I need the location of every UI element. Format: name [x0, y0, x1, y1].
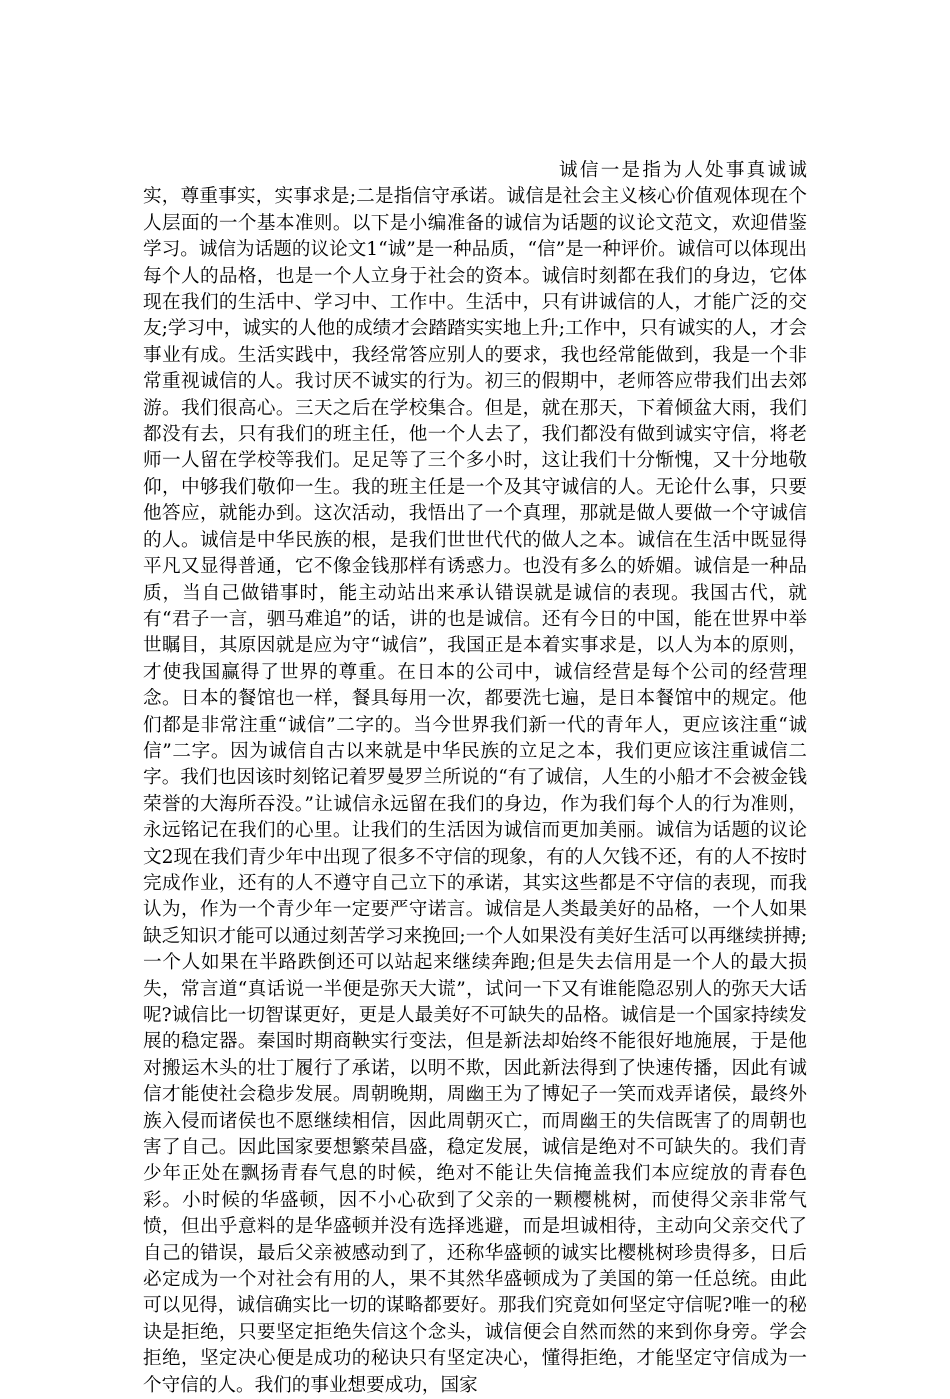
- essay-body-text: 诚信一是指为人处事真诚诚实，尊重事实，实事求是;二是指信守承诺。诚信是社会主义核心价值观体现在个人层面的一个基本准则。以下是小编准备的诚信为话题的议论文范文，欢迎借鉴学习。诚信为话题的议论文1“诚”是一种品质，“信”是一种评价。诚信可以体现出每个人的品格，也是一个人立身于社会的资本。诚信时刻都在我们的身边，它体现在我们的生活中、学习中、工作中。生活中，只有讲诚信的人，才能广泛的交友;学习中，诚实的人他的成绩才会踏踏实实地上升;工作中，只有诚实的人，才会事业有成。生活实践中，我经常答应别人的要求，我也经常能做到，我是一个非常重视诚信的人。我讨厌不诚实的行为。初三的假期中，老师答应带我们出去郊游。我们很高心。三天之后在学校集合。但是，就在那天，下着倾盆大雨，我们都没有去，只有我们的班主任，他一个人去了，我们都没有做到诚实守信，将老师一人留在学校等我们。足足等了三个多小时，这让我们十分惭愧，又十分地敬仰，中够我们敬仰一生。我的班主任是一个及其守诚信的人。无论什么事，只要他答应，就能办到。这次活动，我悟出了一个真理，那就是做人要做一个守诚信的人。诚信是中华民族的根，是我们世世代代的做人之本。诚信在生活中既显得平凡又显得普通，它不像金钱那样有诱惑力。也没有多么的娇媚。诚信是一种品质，当自己做错事时，能主动站出来承认错误就是诚信的表现。我国古代，就有“君子一言，驷马难追”的话，讲的也是诚信。还有今日的中国，能在世界中举世瞩目，其原因就是应为守“诚信”，我国正是本着实事求是，以人为本的原则，才使我国赢得了世界的尊重。在日本的公司中，诚信经营是每个公司的经营理念。日本的餐馆也一样，餐具每用一次，都要洗七遍，是日本餐馆中的规定。他们都是非常注重“诚信”二字的。当今世界我们新一代的青年人，更应该注重“诚信”二字。因为诚信自古以来就是中华民族的立足之本，我们更应该注重诚信二字。我们也因该时刻铭记着罗曼罗兰所说的“有了诚信，人生的小船才不会被金钱荣誉的大海所吞没。”让诚信永远留在我们的身边，作为我们每个人的行为准则，永远铭记在我们的心里。让我们的生活因为诚信而更加美丽。诚信为话题的议论文2现在我们青少年中出现了很多不守信的现象，有的人欠钱不还，有的人不按时完成作业，还有的人不遵守自己立下的承诺，其实这些都是不守信的表现，而我认为，作为一个青少年一定要严守诺言。诚信是人类最美好的品格，一个人如果缺乏知识才能可以通过刻苦学习来挽回;一个人如果没有美好生活可以再继续拼搏;一个人如果在半路跌倒还可以站起来继续奔跑;但是失去信用是一个人的最大损失，常言道“真话说一半便是弥天大谎”，试问一下又有谁能隐忍别人的弥天大话呢?诚信比一切智谋更好，更是人最美好不可缺失的品格。诚信是一个国家持续发展的稳定器。秦国时期商鞅实行变法，但是新法却始终不能很好地施展，于是他对搬运木头的壮丁履行了承诺，以明不欺，因此新法得到了快速传播，因此有诚信才能使社会稳步发展。周朝晚期，周幽王为了博妃子一笑而戏弄诸侯，最终外族入侵而诸侯也不愿继续相信，因此周朝灭亡，而周幽王的失信既害了的周朝也害了自己。因此国家要想繁荣昌盛，稳定发展，诚信是绝对不可缺失的。我们青少年正处在飘扬青春气息的时候，绝对不能让失信掩盖我们本应绽放的青春色彩。小时候的华盛顿，因不小心砍到了父亲的一颗樱桃树，而使得父亲非常气愤，但出乎意料的是华盛顿并没有选择逃避，而是坦诚相待，主动向父亲交代了自己的错误，最后父亲被感动到了，还称华盛顿的诚实比樱桃树珍贵得多，日后必定成为一个对社会有用的人，果不其然华盛顿成为了美国的第一任总统。由此可以见得，诚信确实比一切的谋略都要好。那我们究竟如何坚定守信呢?唯一的秘诀是拒绝，只要坚定拒绝失信这个念头，诚信便会自然而然的来到你身旁。学会拒绝，坚定决心便是成功的秘诀只有坚定决心，懂得拒绝，才能坚定守信成为一个守信的人。我们的事业想要成功，国家: [143, 160, 807, 1396]
